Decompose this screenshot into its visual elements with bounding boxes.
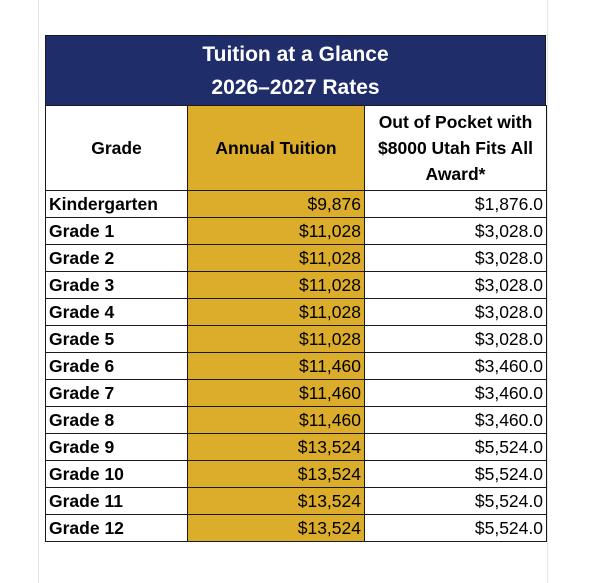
- out-of-pocket-cell[interactable]: $1,876.0: [365, 191, 547, 218]
- tuition-cell[interactable]: $13,524: [188, 515, 365, 542]
- tuition-cell[interactable]: $11,460: [188, 407, 365, 434]
- tuition-table: [45, 105, 547, 542]
- grade-column-header[interactable]: Grade: [46, 106, 188, 191]
- out-of-pocket-cell[interactable]: $5,524.0: [365, 488, 547, 515]
- grade-cell[interactable]: Grade 8: [46, 407, 188, 434]
- table-row: [46, 218, 547, 245]
- grade-cell[interactable]: Grade 10: [46, 461, 188, 488]
- out-of-pocket-column-header[interactable]: Out of Pocket with $8000 Utah Fits All Award*: [365, 106, 547, 191]
- tuition-cell[interactable]: $11,028: [188, 326, 365, 353]
- grade-cell[interactable]: Grade 9: [46, 434, 188, 461]
- table-row: [46, 272, 547, 299]
- table-row: [46, 245, 547, 272]
- page-edge-right: [547, 0, 548, 583]
- table-row: [46, 434, 547, 461]
- table-row: [46, 380, 547, 407]
- grade-cell[interactable]: Grade 3: [46, 272, 188, 299]
- grade-cell[interactable]: Kindergarten: [46, 191, 188, 218]
- table-subtitle: 2026–2027 Rates: [211, 76, 380, 99]
- tuition-cell[interactable]: $11,028: [188, 245, 365, 272]
- grade-cell[interactable]: Grade 6: [46, 353, 188, 380]
- tuition-cell[interactable]: $11,028: [188, 272, 365, 299]
- out-of-pocket-cell[interactable]: $3,460.0: [365, 380, 547, 407]
- tuition-table-block: [45, 35, 546, 542]
- table-row: [46, 461, 547, 488]
- out-of-pocket-cell[interactable]: $3,028.0: [365, 245, 547, 272]
- table-row: [46, 407, 547, 434]
- header-row: [46, 106, 547, 191]
- tuition-cell[interactable]: $11,460: [188, 380, 365, 407]
- grade-cell[interactable]: Grade 1: [46, 218, 188, 245]
- grade-cell[interactable]: Grade 11: [46, 488, 188, 515]
- grade-cell[interactable]: Grade 5: [46, 326, 188, 353]
- table-row: [46, 353, 547, 380]
- grade-cell[interactable]: Grade 7: [46, 380, 188, 407]
- out-of-pocket-cell[interactable]: $3,028.0: [365, 272, 547, 299]
- tuition-cell[interactable]: $9,876: [188, 191, 365, 218]
- grade-cell[interactable]: Grade 2: [46, 245, 188, 272]
- tuition-cell[interactable]: $11,460: [188, 353, 365, 380]
- tuition-cell[interactable]: $13,524: [188, 461, 365, 488]
- tuition-cell[interactable]: $13,524: [188, 488, 365, 515]
- tuition-column-header[interactable]: Annual Tuition: [188, 106, 365, 191]
- table-row: [46, 488, 547, 515]
- out-of-pocket-cell[interactable]: $3,028.0: [365, 218, 547, 245]
- out-of-pocket-cell[interactable]: $3,460.0: [365, 353, 547, 380]
- title-band: [45, 35, 546, 105]
- tuition-cell[interactable]: $11,028: [188, 299, 365, 326]
- grade-cell[interactable]: Grade 4: [46, 299, 188, 326]
- table-body: [46, 191, 547, 542]
- table-row: [46, 299, 547, 326]
- out-of-pocket-cell[interactable]: $3,028.0: [365, 326, 547, 353]
- out-of-pocket-cell[interactable]: $5,524.0: [365, 515, 547, 542]
- out-of-pocket-cell[interactable]: $5,524.0: [365, 461, 547, 488]
- table-title: Tuition at a Glance: [202, 43, 389, 66]
- out-of-pocket-cell[interactable]: $3,028.0: [365, 299, 547, 326]
- table-row: [46, 515, 547, 542]
- grade-cell[interactable]: Grade 12: [46, 515, 188, 542]
- out-of-pocket-cell[interactable]: $5,524.0: [365, 434, 547, 461]
- page-edge-left: [38, 0, 39, 583]
- table-row: [46, 326, 547, 353]
- out-of-pocket-cell[interactable]: $3,460.0: [365, 407, 547, 434]
- tuition-cell[interactable]: $13,524: [188, 434, 365, 461]
- table-row: [46, 191, 547, 218]
- tuition-cell[interactable]: $11,028: [188, 218, 365, 245]
